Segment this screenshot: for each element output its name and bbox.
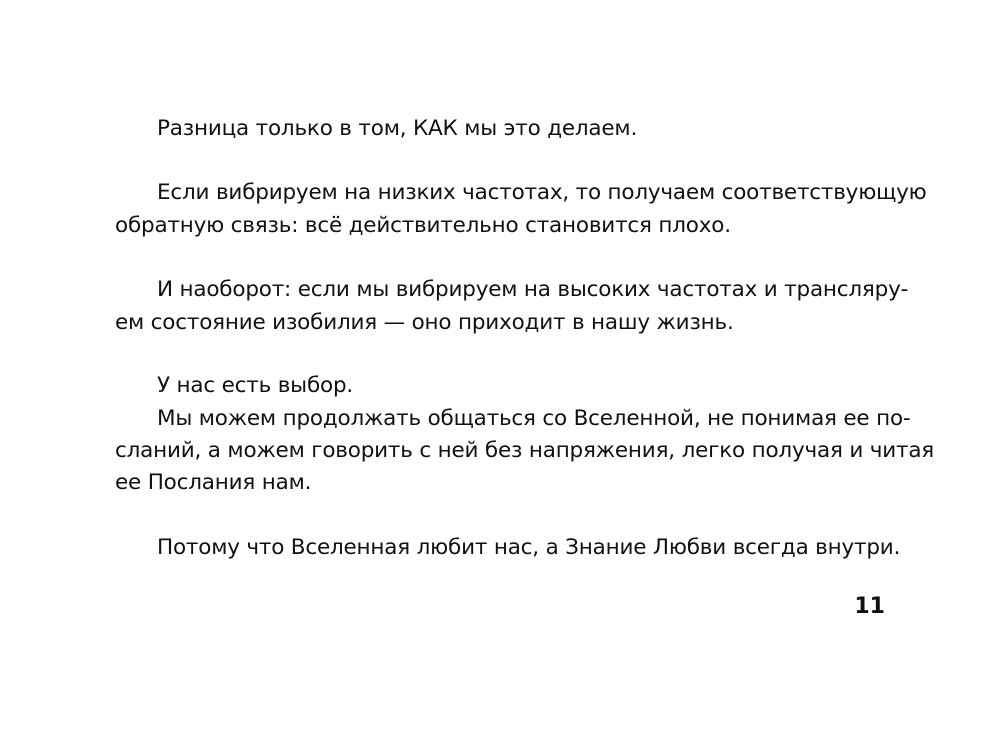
paragraph-5-line-3: ее Послания нам.: [115, 470, 312, 495]
paragraph-5-line-2: сланий, а можем говорить с ней без напряжения, легко получая и читая: [115, 438, 935, 463]
page-number: 11: [854, 594, 885, 619]
paragraph-4-line-1: У нас есть выбор.: [157, 373, 354, 398]
paragraph-5-line-1: Мы можем продолжать общаться со Вселенной, не понимая ее по-: [157, 406, 911, 431]
paragraph-3-line-1: И наоборот: если мы вибрируем на высоких частотах и трансляру-: [157, 277, 909, 302]
paragraph-2-line-2: обратную связь: всё действительно становится плохо.: [115, 213, 731, 238]
paragraph-1-line-1: Разница только в том, КАК мы это делаем.: [157, 116, 638, 141]
paragraph-6-line-1: Потому что Вселенная любит нас, а Знание Любви всегда внутри.: [157, 535, 901, 560]
paragraph-2-line-1: Если вибрируем на низких частотах, то получаем соответствующую: [157, 180, 927, 205]
paragraph-3-line-2: ем состояние изобилия — оно приходит в нашу жизнь.: [115, 310, 734, 335]
